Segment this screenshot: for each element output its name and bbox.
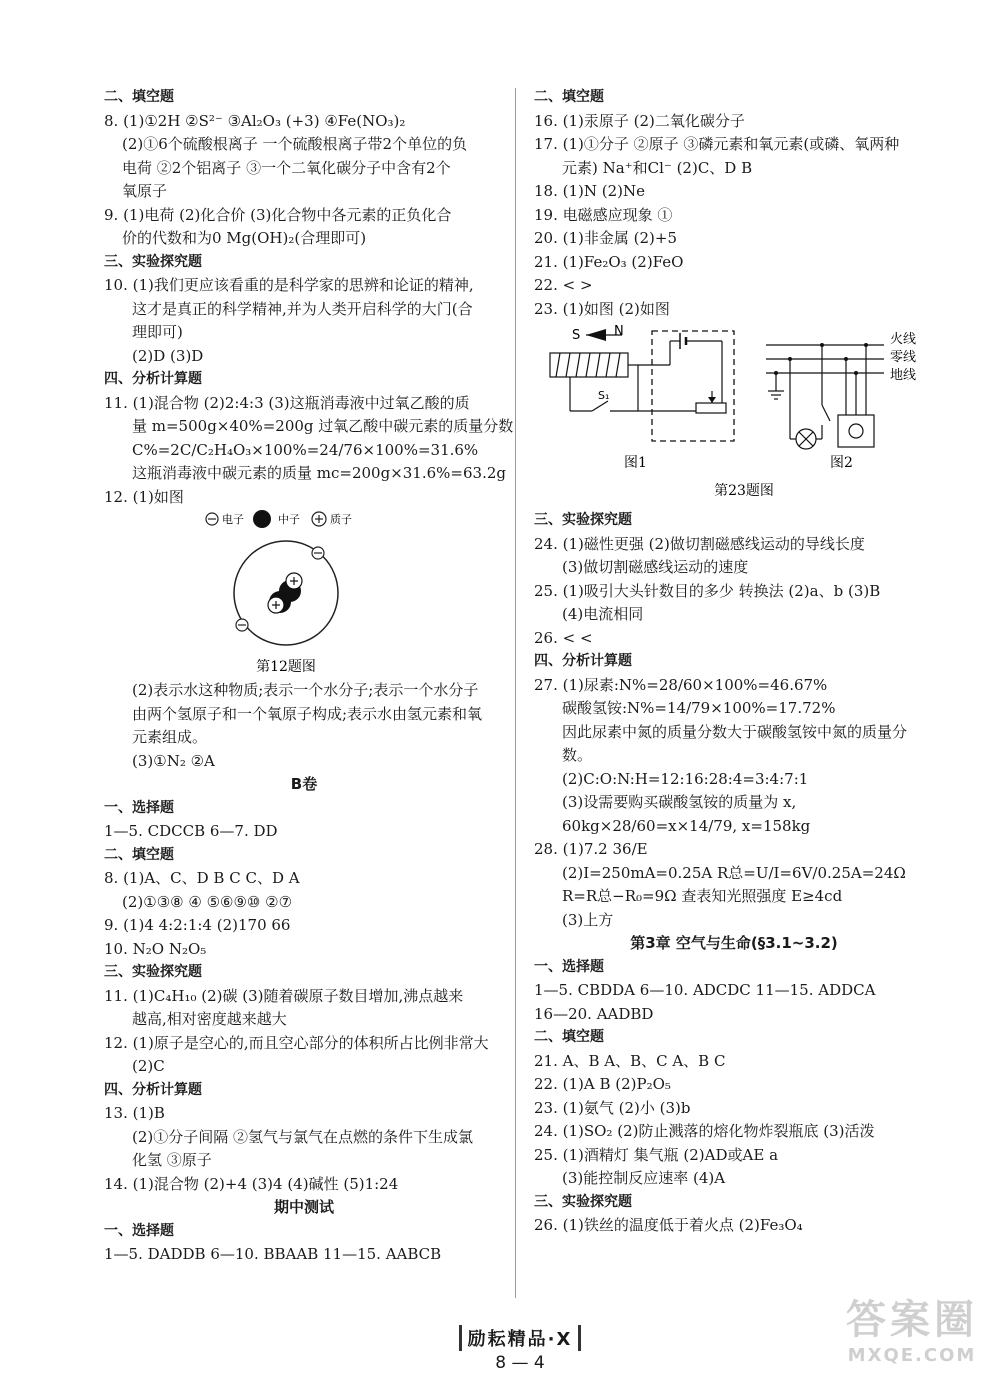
answer-line: 10. N₂O N₂O₅ xyxy=(104,939,207,958)
label-s: S xyxy=(572,328,581,343)
answer-line: 第3章 空气与生命(§3.1~3.2) xyxy=(630,934,838,952)
label-s1: S₁ xyxy=(598,389,610,402)
circuit-figure xyxy=(534,321,934,509)
answer-line: 16. (1)汞原子 (2)二氧化碳分子 xyxy=(534,111,745,130)
section-heading: 四、分析计算题 xyxy=(534,653,632,669)
section-heading: 三、实验探究题 xyxy=(104,964,202,980)
answer-line: 18. (1)N (2)Ne xyxy=(534,182,646,200)
answer-line: 量 m=500g×40%=200g 过氧乙酸中碳元素的质量分数 xyxy=(132,417,514,435)
answer-line: (3)能控制反应速率 (4)A xyxy=(562,1169,726,1187)
answer-line: 这才是真正的科学精神,并为人类开启科学的大门(合 xyxy=(132,299,473,318)
section-heading: 四、分析计算题 xyxy=(104,371,202,387)
answer-line: (2)①③⑧ ④ ⑤⑥⑨⑩ ②⑦ xyxy=(122,892,293,911)
answer-line: 理即可) xyxy=(132,323,183,341)
answer-line: 11. (1)混合物 (2)2:4:3 (3)这瓶消毒液中过氧乙酸的质 xyxy=(104,393,470,412)
right-text-block-2 xyxy=(534,509,934,1238)
answer-line: 电荷 ②2个铝离子 ③一个二氧化碳分子中含有2个 xyxy=(122,158,451,177)
answer-line: 23. (1)氨气 (2)小 (3)b xyxy=(534,1098,691,1117)
fig1-label: 图1 xyxy=(624,455,647,471)
section-heading: 二、填空题 xyxy=(104,846,174,863)
section-heading: 二、填空题 xyxy=(534,89,604,105)
answer-line: 14. (1)混合物 (2)+4 (3)4 (4)碱性 (5)1:24 xyxy=(104,1174,399,1193)
answer-line: 氧原子 xyxy=(122,182,168,200)
answer-line: 21. A、B A、B、C A、B C xyxy=(534,1051,726,1070)
switch-s1-icon xyxy=(592,401,608,411)
answer-line: 26. < < xyxy=(534,628,593,647)
atom-diagram xyxy=(104,509,504,679)
neutron-legend-icon xyxy=(253,510,271,528)
label-ground: 地线 xyxy=(890,368,917,383)
answer-line: 12. (1)如图 xyxy=(104,487,184,506)
answer-line: 27. (1)尿素:N%=28/60×100%=46.67% xyxy=(534,675,828,694)
answer-line: (3)设需要购买碳酸氢铵的质量为 x, xyxy=(562,793,797,811)
footer-brand: 励耘精品·X xyxy=(459,1325,582,1351)
answer-line: 60kg×28/60=x×14/79, x=158kg xyxy=(562,816,811,835)
section-heading: 三、实验探究题 xyxy=(534,1193,632,1210)
answer-line: (3)①N₂ ②A xyxy=(132,751,215,770)
section-heading: 一、选择题 xyxy=(534,958,604,975)
answer-line: 8. (1)A、C、D B C C、D A xyxy=(104,869,300,887)
atom-figure xyxy=(104,509,504,679)
circuit-caption: 第23题图 xyxy=(714,483,774,499)
answer-line: 因此尿素中氮的质量分数大于碳酸氢铵中氮的质量分 xyxy=(562,722,908,741)
answer-line: (2)I=250mA=0.25A R总=U/I=6V/0.25A=24Ω xyxy=(562,863,906,882)
answer-line: (3)做切割磁感线运动的速度 xyxy=(562,558,749,576)
watermark xyxy=(846,1288,978,1366)
answer-line: 1—5. CBDDA 6—10. ADCDC 11—15. ADDCA xyxy=(534,981,876,999)
page-footer xyxy=(440,1325,600,1373)
answer-line: 12. (1)原子是空心的,而且空心部分的体积所占比例非常大 xyxy=(104,1033,489,1052)
answer-line: (4)电流相同 xyxy=(562,605,644,623)
answer-line: 25. (1)酒精灯 集气瓶 (2)AD或AE a xyxy=(534,1145,779,1164)
answer-line: 17. (1)①分子 ②原子 ③磷元素和氧元素(或磷、氧两种 xyxy=(534,135,900,153)
circuit-diagram xyxy=(534,321,934,509)
answer-line: 元素) Na⁺和Cl⁻ (2)C、D B xyxy=(562,158,753,177)
answer-line: 期中测试 xyxy=(273,1198,334,1216)
left-text-block xyxy=(104,86,514,509)
wall-switch-icon xyxy=(822,405,830,421)
answer-line: 20. (1)非金属 (2)+5 xyxy=(534,229,677,247)
answer-line: 13. (1)B xyxy=(104,1104,165,1122)
answer-line: 1—5. DADDB 6—10. BBAAB 11—15. AABCB xyxy=(104,1245,442,1263)
right-text-block xyxy=(534,86,934,321)
answer-line: 10. (1)我们更应该看重的是科学家的思辨和论证的精神, xyxy=(104,276,474,294)
answer-line: 26. (1)铁丝的温度低于着火点 (2)Fe₃O₄ xyxy=(534,1216,803,1234)
page-number: 8 — 4 xyxy=(495,1353,545,1373)
answer-line: 元素组成。 xyxy=(132,728,208,746)
answer-line: 21. (1)Fe₂O₃ (2)FeO xyxy=(534,252,684,271)
answer-line: C%=2C/C₂H₄O₃×100%=24/76×100%=31.6% xyxy=(132,440,479,459)
answer-line: R=R总−R₀=9Ω 查表知光照强度 E≥4cd xyxy=(562,887,843,905)
answer-line: 越高,相对密度越来越大 xyxy=(132,1010,287,1028)
answer-line: 19. 电磁感应现象 ① xyxy=(534,205,673,224)
legend-proton: 质子 xyxy=(330,513,352,526)
answer-line: (2)①6个硫酸根离子 一个硫酸根离子带2个单位的负 xyxy=(122,135,468,153)
answer-line: 价的代数和为0 Mg(OH)₂(合理即可) xyxy=(122,229,367,247)
section-heading: 四、分析计算题 xyxy=(104,1081,202,1098)
column-divider xyxy=(515,88,516,1298)
answer-line: 8. (1)①2H ②S²⁻ ③Al₂O₃ (+3) ④Fe(NO₃)₂ xyxy=(104,111,406,130)
section-heading: 二、填空题 xyxy=(534,1029,604,1045)
answer-line: 28. (1)7.2 36/E xyxy=(534,840,648,858)
section-heading: 二、填空题 xyxy=(104,89,174,105)
socket-icon xyxy=(838,415,874,447)
answer-line: (2)C:O:N:H=12:16:28:4=3:4:7:1 xyxy=(562,769,809,788)
resistor-icon xyxy=(696,403,726,413)
section-heading: 三、实验探究题 xyxy=(534,512,632,528)
left-column xyxy=(104,86,514,1267)
watermark-title: 答案圈 xyxy=(846,1297,978,1343)
answer-line: 22. < > xyxy=(534,276,593,294)
label-live: 火线 xyxy=(890,332,917,347)
legend-neutron: 中子 xyxy=(278,513,300,526)
fig2-label: 图2 xyxy=(830,455,853,471)
answer-line: 化氢 ③原子 xyxy=(132,1151,212,1169)
answer-line: (2)表示水这种物质;表示一个水分子;表示一个水分子 xyxy=(132,681,479,699)
atom-caption: 第12题图 xyxy=(256,659,316,675)
label-neutral: 零线 xyxy=(890,350,917,365)
watermark-url: MXQE.COM xyxy=(847,1345,977,1366)
answer-line: 这瓶消毒液中碳元素的质量 mc=200g×31.6%=63.2g xyxy=(132,464,506,482)
answer-line: 数。 xyxy=(562,746,593,764)
answer-line: (2)C xyxy=(132,1057,165,1075)
answer-line: 25. (1)吸引大头针数目的多少 转换法 (2)a、b (3)B xyxy=(534,581,881,600)
answer-line: (2)①分子间隔 ②氢气与氯气在点燃的条件下生成氯 xyxy=(132,1127,474,1146)
answer-line: (2)D (3)D xyxy=(132,346,204,365)
answer-line: 11. (1)C₄H₁₀ (2)碳 (3)随着碳原子数目增加,沸点越来 xyxy=(104,986,464,1005)
legend-electron: 电子 xyxy=(222,513,244,526)
answer-line: 23. (1)如图 (2)如图 xyxy=(534,299,670,318)
right-column xyxy=(534,86,934,1238)
answer-line: B卷 xyxy=(290,775,318,793)
section-heading: 一、选择题 xyxy=(104,799,174,816)
label-n: N xyxy=(614,324,624,339)
answer-line: (3)上方 xyxy=(562,910,614,929)
left-text-block-2 xyxy=(104,679,504,1267)
answer-line: 24. (1)磁性更强 (2)做切割磁感线运动的导线长度 xyxy=(534,534,865,553)
answer-line: 9. (1)电荷 (2)化合价 (3)化合物中各元素的正负化合 xyxy=(104,205,452,224)
section-heading: 三、实验探究题 xyxy=(104,253,202,270)
section-heading: 一、选择题 xyxy=(104,1222,174,1239)
answer-line: 碳酸氢铵:N%=14/79×100%=17.72% xyxy=(562,699,836,717)
answer-line: 由两个氢原子和一个氧原子构成;表示水由氢元素和氧 xyxy=(132,704,483,723)
answer-line: 16—20. AADBD xyxy=(534,1004,654,1023)
answer-line: 24. (1)SO₂ (2)防止溅落的熔化物炸裂瓶底 (3)活泼 xyxy=(534,1122,875,1140)
answer-line: 9. (1)4 4:2:1:4 (2)170 66 xyxy=(104,916,291,934)
answer-line: 1—5. CDCCB 6—7. DD xyxy=(104,822,278,840)
answer-line: 22. (1)A B (2)P₂O₅ xyxy=(534,1075,671,1093)
